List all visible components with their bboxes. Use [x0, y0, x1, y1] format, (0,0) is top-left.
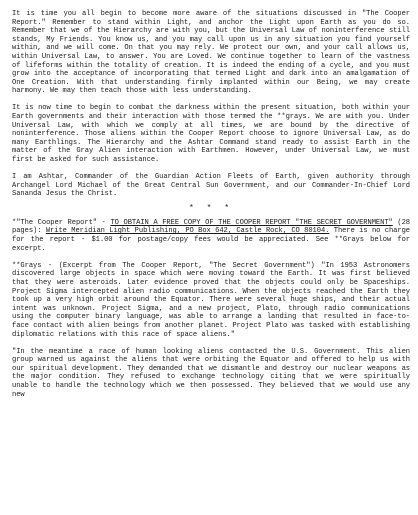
footnote-cooper-suffix: There is no charge for the report - $1.00 for postage/copy fees would be appreciated. See **Grays below for excerpt. [12, 227, 410, 253]
footnote-grays-body: "In 1953 Astronomers discovered large objects in space which were moving toward the Earth. It was first believed that they were asteroids. Later evidence proved that the objects could only be Spaceships. Project Sigma intercepted alien radio communications. When the objects reached the Earth they took up a very high orbit around the Equator. There were several huge ships, and their actual intent was unknown. Project Sigma, and a new project, Plato, through radio communications using the computer binary language, was able to arrange a landing that resulted in face-to-face contact with alien beings from another planet. Project Plato was tasked with establishing diplomatic relations with this race of space aliens." [12, 261, 411, 339]
footnote-grays-prefix: **Grays - (Excerpt from The Cooper Report, "The Secret Government") [12, 261, 322, 270]
footnote-obtain-copy: TO OBTAIN A FREE COPY OF THE COOPER REPORT "THE SECRET GOVERNMENT" [110, 218, 393, 227]
paragraph-human-aliens: "In the meantime a race of human looking aliens contacted the U.S. Government. This alien group warned us against the aliens that were orbiting the Equator and offered to help us with our spiritual development. They demanded that we dismantle and destroy our nuclear weapons as the major condition. They refused to exchange technology citing that we were spiritually unable to handle the technology which we then possessed. They believed that we would use any new [12, 347, 410, 399]
paragraph-message-intro: It is time you all begin to become more aware of the situations discussed in "The Cooper Report." Remember to stand within Light, and anchor the Light upon Earth as you do so. Remember that we of the Hierarchy are with you, but the Universal Law of noninterference still stands, My Friends. You know us, and you may call upon us in any situation you find yourself within, and we will come. On that you may rely. We protect our own, and your call allows us, within Universal Law, to answer. You are Loved. We continue together to learn of the vastness of lifeforms within the totality of creation. It is indeed the ending of a cycle, and you must grow into the acceptance of incorporating that termed Light and dark into an amalgamation of One Creation. With that understanding firmly implanted within our Being, we may create harmony. We may then teach those with less understanding. [12, 10, 410, 96]
paragraph-gap [12, 96, 410, 105]
paragraph-combat-darkness: It is now time to begin to combat the darkness within the present situation, both within your Earth governments and their interaction with those termed the **grays. We are with you. Under Universal Law, with which we comply at all times, we are bound by the directive of noninterference. Those aliens within the Cooper Report choose to ignore Universal Law, as do many Earthlings. The Hierarchy and the Ashtar Command stand ready to assist Earth in the matter of the Gray Alien interaction with Earthmen. However, under Universal Law, we must first be asked for such assistance. [12, 104, 410, 164]
footnote-grays-excerpt [12, 262, 410, 339]
footnote-cooper-prefix: *"The Cooper Report" - [12, 218, 111, 227]
footnote-cooper-report [12, 219, 410, 253]
section-separator: * * * [188, 203, 233, 213]
footnote-pages: (28 pages): [12, 218, 410, 236]
paragraph-signature: I am Ashtar, Commander of the Guardian Action Fleets of Earth, given authority through Archangel Lord Michael of the Great Central Sun Government, and our Commander-In-Chief Lord Sananda Jesus the Christ. [12, 173, 410, 199]
paragraph-gap [12, 165, 410, 174]
footnote-address: Write Meridian Light Publishing, PO Box 642, Castle Rock, CO 80104. [45, 227, 330, 236]
paragraph-gap [12, 253, 410, 262]
paragraph-gap [12, 339, 410, 348]
